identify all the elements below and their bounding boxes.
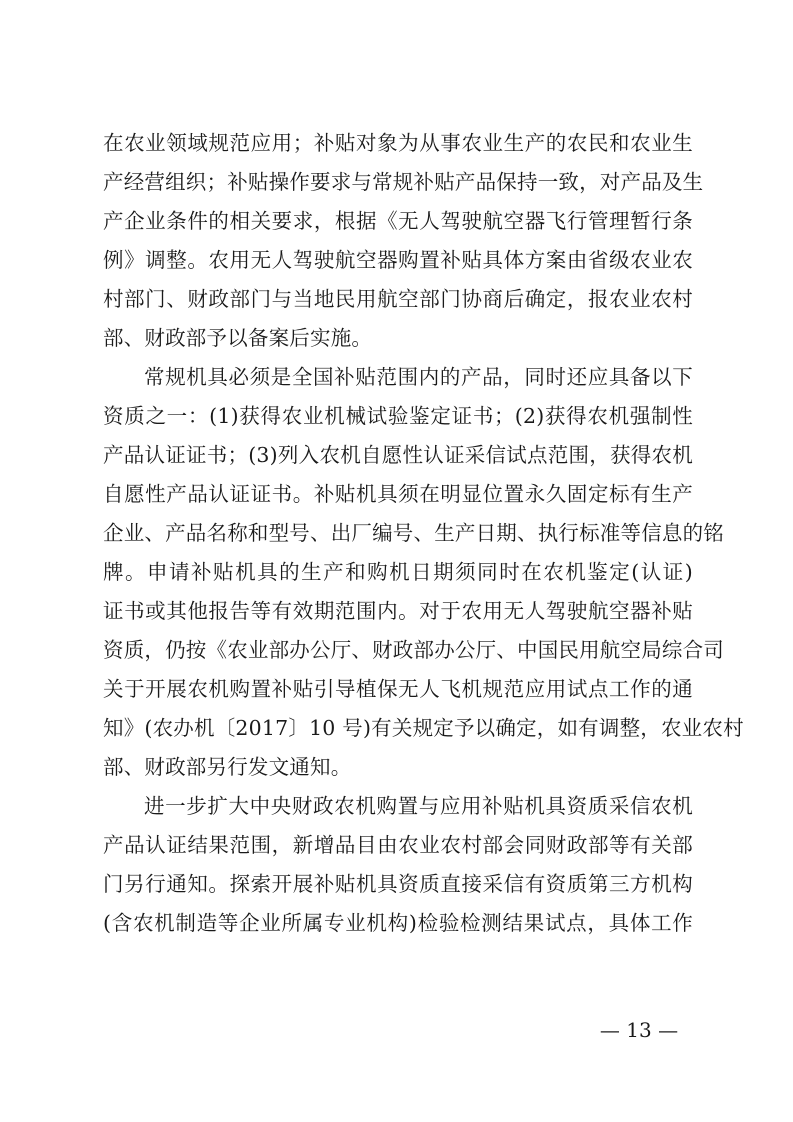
document-body	[103, 124, 744, 943]
text-line: 村部门、财政部门与当地民用航空部门协商后确定，报农业农村	[103, 287, 693, 311]
text-line: 常规机具必须是全国补贴范围内的产品，同时还应具备以下	[144, 365, 693, 389]
text-line: 关于开展农机购置补贴引导植保无人飞机规范应用试点工作的通	[103, 677, 693, 701]
text-line: 进一步扩大中央财政农机购置与应用补贴机具资质采信农机	[144, 794, 693, 818]
paragraph-1	[103, 124, 704, 358]
text-line: 部、财政部另行发文通知。	[103, 755, 352, 779]
text-line: 资质之一：(1)获得农业机械试验鉴定证书；(2)获得农机强制性	[103, 404, 693, 428]
text-line: 企业、产品名称和型号、出厂编号、生产日期、执行标准等信息的铭	[103, 521, 724, 545]
text-line: 自愿性产品认证证书。补贴机具须在明显位置永久固定标有生产	[103, 482, 693, 506]
text-line: 部、财政部予以备案后实施。	[103, 326, 373, 350]
page-number: — 13 —	[599, 1018, 679, 1042]
text-line: 产品认证结果范围，新增品目由农业农村部会同财政部等有关部	[103, 833, 693, 857]
text-line: (含农机制造等企业所属专业机构)检验检测结果试点，具体工作	[103, 911, 693, 935]
text-line: 门另行通知。探索开展补贴机具资质直接采信有资质第三方机构	[103, 872, 693, 896]
text-line: 产品认证证书；(3)列入农机自愿性认证采信试点范围，获得农机	[103, 443, 693, 467]
text-line: 在农业领域规范应用；补贴对象为从事农业生产的农民和农业生	[103, 131, 693, 155]
text-line: 产企业条件的相关要求，根据《无人驾驶航空器飞行管理暂行条	[103, 209, 693, 233]
paragraph-2	[103, 358, 744, 787]
text-line: 证书或其他报告等有效期范围内。对于农用无人驾驶航空器补贴	[103, 599, 693, 623]
text-line: 牌。申请补贴机具的生产和购机日期须同时在农机鉴定(认证)	[103, 560, 693, 584]
text-line: 例》调整。农用无人驾驶航空器购置补贴具体方案由省级农业农	[103, 248, 693, 272]
text-line: 产经营组织；补贴操作要求与常规补贴产品保持一致，对产品及生	[103, 170, 704, 194]
text-line: 资质，仍按《农业部办公厅、财政部办公厅、中国民用航空局综合司	[103, 638, 724, 662]
text-line: 知》(农办机〔2017〕10 号)有关规定予以确定，如有调整，农业农村	[103, 716, 744, 740]
paragraph-3	[103, 787, 693, 943]
